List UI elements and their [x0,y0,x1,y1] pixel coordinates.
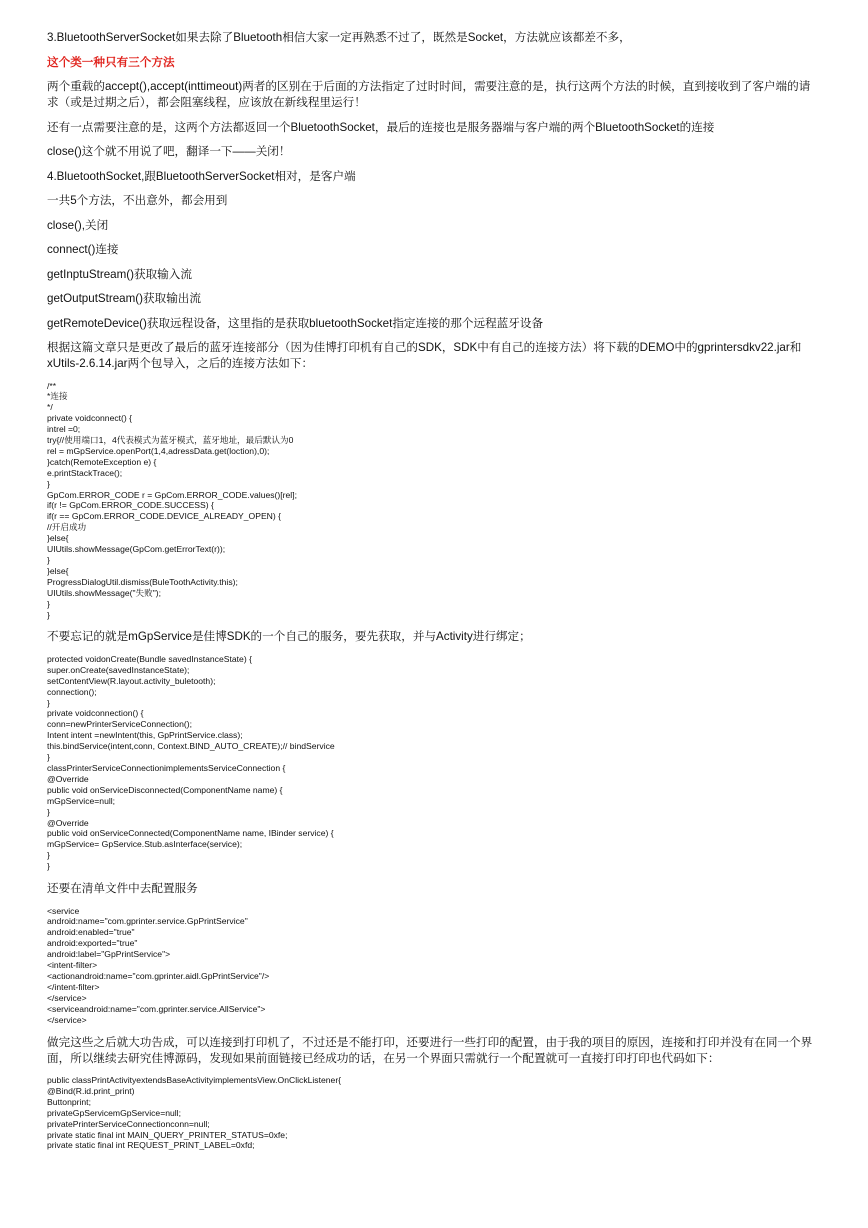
code-block-print-activity [47,1075,817,1151]
code-line: private static final int MAIN_QUERY_PRINTER_STATUS=0xfe; [47,1129,288,1140]
paragraph-print-note: 做完这些之后就大功告成，可以连接到打印机了，不过还是不能打印，还要进行一些打印的配置，由于我的项目的原因，连接和打印并没有在同一个界面，所以继续去研究佳博源码，发现如果前面链接已经成功的话，在另一个界面只需就行一个配置就可一直接打印打印也代码如下： [47,1035,813,1065]
code-line: @Override [47,817,89,828]
code-line: UIUtils.showMessage(GpCom.getErrorText(r)); [47,544,226,555]
code-line: <actionandroid:name="com.gprinter.aidl.GpPrintService"/> [47,971,270,981]
code-line: super.onCreate(savedInstanceState); [47,664,190,675]
code-line: } [47,806,50,817]
code-line: */ [47,402,53,413]
code-block-bind-service [47,654,817,872]
code-line: mGpService=null; [47,795,116,806]
code-line: rel = mGpService.openPort(1,4,adressData.get(loction),0); [47,445,270,456]
code-line: android:label="GpPrintService"> [47,949,171,960]
code-line: private voidconnect() { [47,413,133,424]
code-line: classPrinterServiceConnectionimplementsServiceConnection { [47,763,286,773]
code-line: </service> [47,992,87,1003]
code-line: android:name="com.gprinter.service.GpPrintService" [47,916,248,927]
code-line: android:enabled="true" [47,927,135,938]
code-line: } [47,850,50,861]
paragraph: getOutputStream()获取输出流 [47,292,201,305]
code-line: } [47,697,50,708]
code-line: </service> [47,1014,87,1025]
code-line: UIUtils.showMessage("失败"); [47,587,162,598]
code-line: if(r != GpCom.ERROR_CODE.SUCCESS) { [47,500,214,511]
highlight-heading: 这个类一种只有三个方法 [47,55,175,69]
code-line: Buttonprint; [47,1096,91,1107]
code-line: @Override [47,773,89,784]
code-line: } [47,752,50,763]
paragraph: close()这个就不用说了吧，翻译一下——关闭！ [47,145,291,158]
code-line: }else{ [47,565,69,576]
code-line: <serviceandroid:name="com.gprinter.service.AllService"> [47,1003,266,1014]
code-line: this.bindService(intent,conn, Context.BIND_AUTO_CREATE);// bindService [47,741,335,752]
code-line: }else{ [47,533,69,544]
code-line: private voidconnection() { [47,708,144,719]
code-line: } [47,609,50,620]
code-line: android:exported="true" [47,938,138,949]
code-line: if(r == GpCom.ERROR_CODE.DEVICE_ALREADY_OPEN) { [47,511,282,522]
code-line: ProgressDialogUtil.dismiss(BuleToothActivity.this); [47,576,238,587]
code-line: public classPrintActivityextendsBaseActivityimplementsView.OnClickListener{ [47,1075,342,1086]
code-line: conn=newPrinterServiceConnection(); [47,719,192,730]
paragraph: 一共5个方法，不出意外，都会用到 [47,194,228,207]
paragraph: getInptuStream()获取输入流 [47,267,192,281]
code-block-manifest [47,906,817,1026]
code-line: } [47,598,50,609]
code-line: Intent intent =newIntent(this, GpPrintService.class); [47,730,243,741]
paragraph: close(),关闭 [47,218,109,232]
code-block-connect [47,381,817,621]
code-line: }catch(RemoteException e) { [47,456,157,467]
code-line: privatePrinterServiceConnectionconn=null; [47,1118,210,1129]
code-line: privateGpServicemGpService=null; [47,1107,181,1118]
paragraph: 还有一点需要注意的是，这两个方法都返回一个BluetoothSocket，最后的连接也是服务器端与客户端的两个BluetoothSocket的连接 [47,120,715,134]
article-body [47,30,817,1160]
code-line: try{//使用端口1，4代表模式为蓝牙模式，蓝牙地址，最后默认为0 [47,435,294,446]
paragraph-manifest-note: 还要在清单文件中去配置服务 [47,882,198,896]
code-line: connection(); [47,686,97,697]
paragraph: 根据这篇文章只是更改了最后的蓝牙连接部分（因为佳博打印机有自己的SDK，SDK中有自己的连接方法）将下载的DEMO中的gprintersdkv22.jar和xUtils-2.6.14.jar两个包导入，之后的连接方法如下： [47,341,802,370]
paragraph: 3.BluetoothServerSocket如果去除了Bluetooth相信大家一定再熟悉不过了，既然是Socket，方法就应该都差不多， [47,31,631,44]
code-line: <intent-filter> [47,960,98,971]
code-line: intrel =0; [47,424,81,435]
code-line: e.printStackTrace(); [47,467,123,478]
paragraph: 4.BluetoothSocket,跟BluetoothServerSocket相对，是客户端 [47,169,356,183]
paragraph: connect()连接 [47,243,119,256]
code-line: <service [47,905,80,916]
code-line: protected voidonCreate(Bundle savedInstanceState) { [47,653,252,664]
code-line: </intent-filter> [47,981,100,992]
intro-paragraphs [47,30,817,372]
code-line: @Bind(R.id.print_print) [47,1085,135,1096]
code-line: /** [47,380,57,391]
code-line: } [47,861,50,872]
code-line: //开启成功 [47,522,87,533]
code-line: private static final int REQUEST_PRINT_LABEL=0xfd; [47,1140,255,1151]
code-line: public void onServiceConnected(ComponentName name, IBinder service) { [47,828,334,839]
code-line: mGpService= GpService.Stub.asInterface(service); [47,839,243,850]
code-line: } [47,478,50,489]
paragraph: getRemoteDevice()获取远程设备，这里指的是获取bluetoothSocket指定连接的那个远程蓝牙设备 [47,316,544,330]
code-line: setContentView(R.layout.activity_buletooth); [47,675,216,686]
paragraph: 两个重载的accept(),accept(inttimeout)两者的区别在于后面的方法指定了过时时间，需要注意的是，执行这两个方法的时候，直到接收到了客户端的请求（或是过期之后），都会阻塞线程，应该放在新线程里运行！ [47,80,811,109]
paragraph-service-note: 不要忘记的就是mGpService是佳博SDK的一个自己的服务，要先获取，并与Activity进行绑定； [47,630,531,644]
code-line: } [47,555,50,565]
code-line: *连接 [47,391,68,402]
code-line: public void onServiceDisconnected(ComponentName name) { [47,784,283,795]
code-line: GpCom.ERROR_CODE r = GpCom.ERROR_CODE.values()[rel]; [47,489,297,500]
